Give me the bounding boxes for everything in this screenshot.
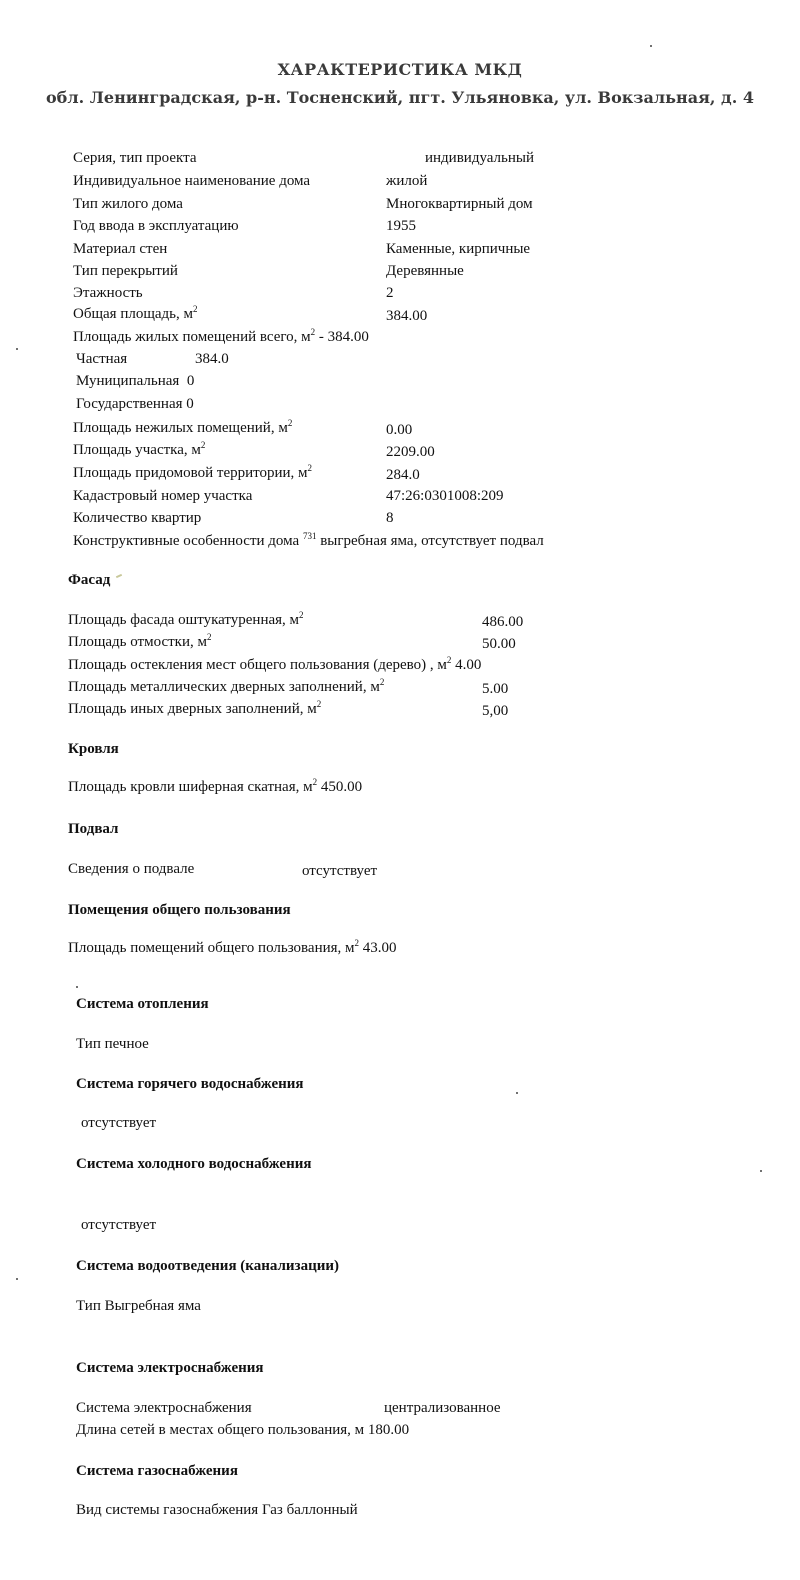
municipal-line: Муниципальная 0: [76, 373, 195, 389]
series-label: Серия, тип проекта: [73, 150, 197, 166]
scan-mark: [116, 574, 122, 578]
apartments-value: 8: [386, 510, 394, 526]
basement-label: Сведения о подвале: [68, 861, 195, 877]
roof-line: Площадь кровли шиферная скатная, $м^2$ 450.00: [68, 777, 363, 795]
electricity-heading: Система электроснабжения: [76, 1360, 264, 1376]
electricity-label: Система электроснабжения: [76, 1400, 252, 1416]
scan-speck: [760, 1170, 762, 1172]
heating-value: Тип печное: [76, 1036, 149, 1052]
total-area-label: Общая площадь, $м^2$: [73, 304, 198, 322]
glazing-line: Площадь остекления мест общего пользования (дерево) , $м^2$ 4.00: [68, 655, 482, 673]
scan-speck: [16, 348, 18, 350]
metal-doors-value: 5.00: [482, 681, 509, 697]
private-label: Частная: [76, 351, 128, 367]
cadastral-value: 47:26:0301008:209: [386, 488, 504, 504]
nonliving-label: Площадь нежилых помещений, $м^2$: [73, 418, 293, 436]
storeys-label: Этажность: [73, 285, 143, 301]
blind-area-value: 50.00: [482, 636, 516, 652]
sewage-heading: Система водоотведения (канализации): [76, 1258, 339, 1274]
features-line: Конструктивные особенности дома $^{731}$ выгребная яма, отсутствует подвал: [73, 531, 544, 549]
state-line: Государственная 0: [76, 396, 194, 412]
plot-label: Площадь участка, $м^2$: [73, 440, 206, 458]
apartments-label: Количество квартир: [73, 510, 202, 526]
cold-water-value: отсутствует: [81, 1217, 157, 1233]
facade-plaster-label: Площадь фасада оштукатуренная, $м^2$: [68, 610, 304, 628]
heating-heading: Система отопления: [76, 996, 209, 1012]
scan-speck: [516, 1092, 518, 1094]
facade-plaster-value: 486.00: [482, 614, 524, 630]
sewage-value: Тип Выгребная яма: [76, 1298, 201, 1314]
cadastral-label: Кадастровый номер участка: [73, 488, 253, 504]
house-type-value: Многоквартирный дом: [386, 196, 533, 212]
electricity-network-line: Длина сетей в местах общего пользования, м 180.00: [76, 1422, 410, 1438]
basement-value: отсутствует: [302, 863, 378, 879]
facade-heading: Фасад: [68, 572, 111, 588]
hot-water-heading: Система горячего водоснабжения: [76, 1076, 304, 1092]
cold-water-heading: Система холодного водоснабжения: [76, 1156, 312, 1172]
floors-type-label: Тип перекрытий: [73, 263, 178, 279]
private-value: 384.0: [195, 351, 229, 367]
adjacent-value: 284.0: [386, 467, 420, 483]
total-area-value: 384.00: [386, 308, 428, 324]
blind-area-label: Площадь отмостки, $м^2$: [68, 632, 212, 650]
adjacent-label: Площадь придомовой территории, $м^2$: [73, 463, 313, 481]
walls-value: Каменные, кирпичные: [386, 241, 531, 257]
gas-heading: Система газоснабжения: [76, 1463, 238, 1479]
house-name-label: Индивидуальное наименование дома: [73, 173, 311, 189]
document-address: обл. Ленинградская, р-н. Тосненский, пгт. Ульяновка, ул. Вокзальная, д. 4: [46, 88, 754, 107]
floors-type-value: Деревянные: [386, 263, 464, 279]
basement-heading: Подвал: [68, 821, 119, 837]
living-area-line: Площадь жилых помещений всего, $м^2 - 384.00$: [73, 327, 369, 345]
other-doors-value: 5,00: [482, 703, 509, 719]
roof-heading: Кровля: [68, 741, 119, 757]
scan-speck: [76, 986, 78, 988]
document-title: ХАРАКТЕРИСТИКА МКД: [277, 60, 523, 79]
metal-doors-label: Площадь металлических дверных заполнений, $м^2$: [68, 677, 385, 695]
plot-value: 2209.00: [386, 444, 435, 460]
electricity-value: централизованное: [384, 1400, 501, 1416]
house-name-value: жилой: [386, 173, 428, 189]
series-value: индивидуальный: [425, 150, 535, 166]
gas-value: Вид системы газоснабжения Газ баллонный: [76, 1502, 358, 1518]
year-label: Год ввода в эксплуатацию: [73, 218, 239, 234]
common-heading: Помещения общего пользования: [68, 902, 291, 918]
walls-label: Материал стен: [73, 241, 168, 257]
scan-speck: [16, 1278, 18, 1280]
nonliving-value: 0.00: [386, 422, 413, 438]
common-line: Площадь помещений общего пользования, $м^2$ 43.00: [68, 938, 397, 956]
year-value: 1955: [386, 218, 416, 234]
other-doors-label: Площадь иных дверных заполнений, $м^2$: [68, 699, 322, 717]
scan-speck: [650, 45, 652, 47]
hot-water-value: отсутствует: [81, 1115, 157, 1131]
house-type-label: Тип жилого дома: [73, 196, 183, 212]
storeys-value: 2: [386, 285, 394, 301]
